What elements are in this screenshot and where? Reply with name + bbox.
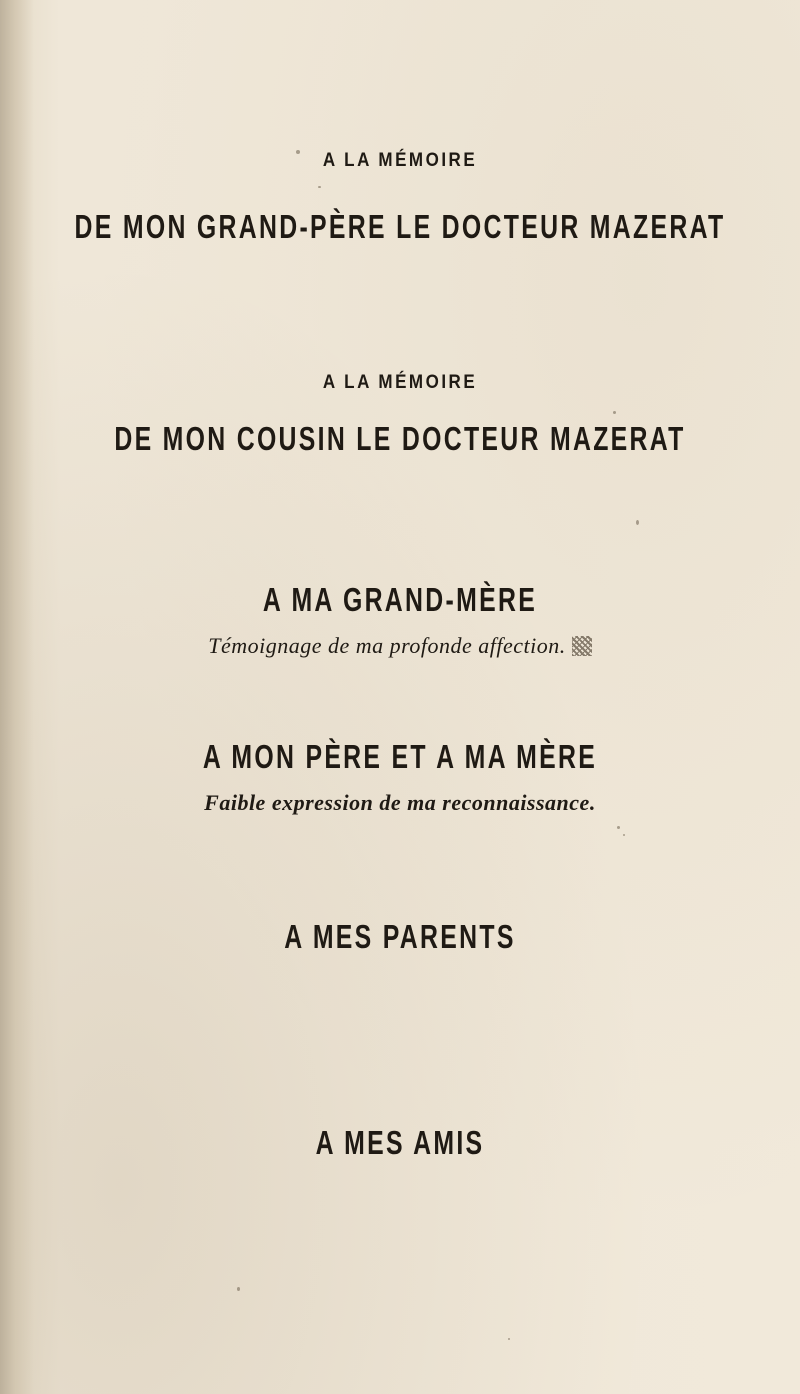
dedication-cousin xyxy=(0,372,800,392)
paper-speck xyxy=(617,826,620,829)
dedication-grandmother xyxy=(0,581,800,619)
grandfather-heading: DE MON GRAND-PÈRE LE DOCTEUR MAZERAT xyxy=(74,208,726,246)
parents-subtitle: Faible expression de ma reconnaissance. xyxy=(204,790,596,815)
grandmother-subtitle: Témoignage de ma profonde affection. xyxy=(208,633,566,658)
memoire-heading: A LA MÉMOIRE xyxy=(322,148,478,171)
dedication-parents-subtitle xyxy=(0,790,800,816)
paper-speck xyxy=(623,834,625,836)
relatives-heading: A MES PARENTS xyxy=(284,918,516,956)
printer-ornament-icon xyxy=(572,636,592,656)
parents-heading: A MON PÈRE ET A MA MÈRE xyxy=(202,738,598,776)
paper-speck xyxy=(508,1338,510,1340)
dedication-grandmother-subtitle xyxy=(0,633,800,659)
friends-heading: A MES AMIS xyxy=(315,1124,485,1162)
dedication-grandfather-name xyxy=(0,208,800,246)
paper-speck xyxy=(237,1287,240,1291)
memoire-heading: A LA MÉMOIRE xyxy=(322,370,478,393)
dedication-grandfather xyxy=(0,150,800,170)
paper-speck xyxy=(613,411,616,414)
grandmother-heading: A MA GRAND-MÈRE xyxy=(262,581,538,619)
binding-edge xyxy=(0,0,34,1394)
cousin-heading: DE MON COUSIN LE DOCTEUR MAZERAT xyxy=(114,420,686,458)
paper-speck xyxy=(636,520,639,525)
dedication-cousin-name xyxy=(0,420,800,458)
dedication-parents xyxy=(0,738,800,776)
dedication-relatives xyxy=(0,918,800,956)
paper-speck xyxy=(318,186,321,188)
dedication-friends xyxy=(0,1124,800,1162)
